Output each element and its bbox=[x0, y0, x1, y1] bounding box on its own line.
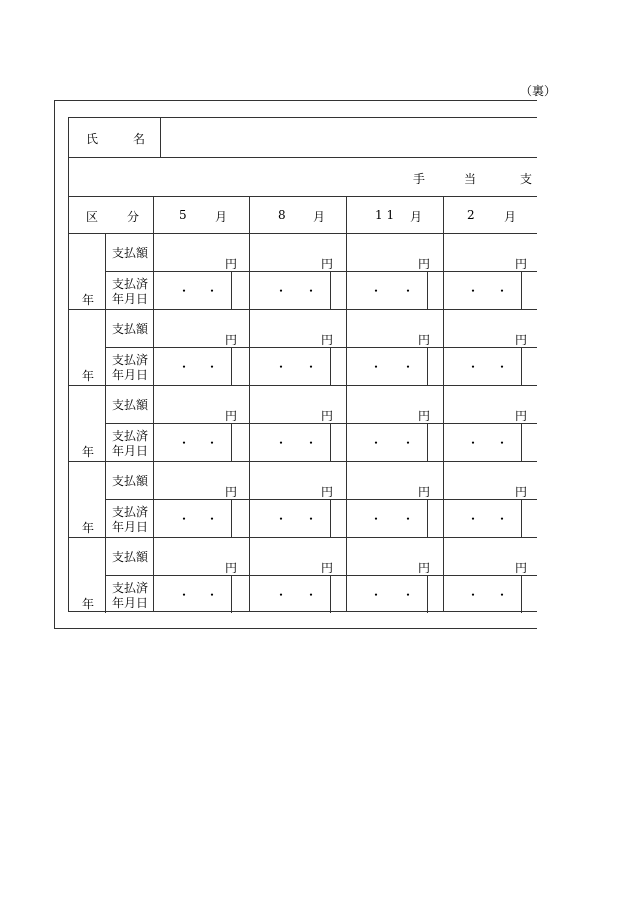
date-subdivider bbox=[521, 423, 522, 461]
date-separator-dot: ・ bbox=[275, 284, 288, 298]
date-subdivider bbox=[330, 423, 331, 461]
table-bottom-rule bbox=[68, 611, 537, 612]
yen-unit: 円 bbox=[321, 561, 334, 575]
paid-date-label-line1: 支払済 bbox=[112, 277, 149, 291]
date-separator-dot: ・ bbox=[467, 360, 480, 374]
date-separator-dot: ・ bbox=[206, 436, 219, 450]
month-number-0: 5 bbox=[179, 208, 187, 222]
yen-unit: 円 bbox=[321, 409, 334, 423]
date-separator-dot: ・ bbox=[305, 512, 318, 526]
date-subdivider bbox=[330, 347, 331, 385]
month-column-rule bbox=[153, 196, 154, 612]
date-subdivider bbox=[427, 575, 428, 613]
date-separator-dot: ・ bbox=[370, 436, 383, 450]
name-label-2: 名 bbox=[133, 132, 146, 146]
yen-unit: 円 bbox=[225, 333, 238, 347]
month-number-1: 8 bbox=[278, 208, 286, 222]
yen-unit: 円 bbox=[418, 333, 431, 347]
date-separator-dot: ・ bbox=[275, 512, 288, 526]
date-separator-dot: ・ bbox=[496, 360, 509, 374]
year-label: 年 bbox=[82, 369, 95, 383]
amount-label: 支払額 bbox=[112, 474, 149, 488]
amount-label: 支払額 bbox=[112, 322, 149, 336]
month-unit-1: 月 bbox=[313, 210, 326, 224]
date-separator-dot: ・ bbox=[402, 284, 415, 298]
date-subdivider bbox=[427, 271, 428, 309]
date-subdivider bbox=[521, 347, 522, 385]
title-row-bottom bbox=[68, 196, 537, 197]
paid-date-label-line2: 年月日 bbox=[112, 520, 149, 534]
paid-date-label-line2: 年月日 bbox=[112, 596, 149, 610]
date-separator-dot: ・ bbox=[178, 284, 191, 298]
date-subdivider bbox=[330, 575, 331, 613]
date-separator-dot: ・ bbox=[496, 588, 509, 602]
name-label-1: 氏 bbox=[86, 132, 99, 146]
date-separator-dot: ・ bbox=[467, 436, 480, 450]
category-label-1: 区 bbox=[86, 210, 99, 224]
yen-unit: 円 bbox=[225, 561, 238, 575]
year-label: 年 bbox=[82, 521, 95, 535]
year-block-rule bbox=[68, 461, 537, 462]
amount-label: 支払額 bbox=[112, 550, 149, 564]
yen-unit: 円 bbox=[418, 561, 431, 575]
date-subdivider bbox=[521, 499, 522, 537]
yen-unit: 円 bbox=[515, 409, 528, 423]
paid-date-label-line2: 年月日 bbox=[112, 444, 149, 458]
title-char-0: 手 bbox=[413, 172, 426, 186]
date-separator-dot: ・ bbox=[275, 360, 288, 374]
date-subdivider bbox=[427, 499, 428, 537]
title-char-1: 当 bbox=[464, 172, 477, 186]
yen-unit: 円 bbox=[515, 333, 528, 347]
date-separator-dot: ・ bbox=[496, 284, 509, 298]
date-separator-dot: ・ bbox=[402, 436, 415, 450]
date-subdivider bbox=[231, 271, 232, 309]
paid-date-label-line1: 支払済 bbox=[112, 353, 149, 367]
date-separator-dot: ・ bbox=[206, 360, 219, 374]
date-subdivider bbox=[231, 423, 232, 461]
category-label-2: 分 bbox=[127, 210, 140, 224]
date-separator-dot: ・ bbox=[402, 588, 415, 602]
yen-unit: 円 bbox=[225, 485, 238, 499]
yen-unit: 円 bbox=[321, 333, 334, 347]
date-separator-dot: ・ bbox=[178, 588, 191, 602]
month-number-3: 2 bbox=[467, 208, 475, 222]
month-column-rule bbox=[249, 196, 250, 612]
date-separator-dot: ・ bbox=[206, 588, 219, 602]
date-separator-dot: ・ bbox=[178, 436, 191, 450]
yen-unit: 円 bbox=[321, 257, 334, 271]
date-separator-dot: ・ bbox=[275, 588, 288, 602]
year-block-rule bbox=[68, 385, 537, 386]
date-subdivider bbox=[427, 423, 428, 461]
year-block-rule bbox=[68, 537, 537, 538]
date-subdivider bbox=[330, 271, 331, 309]
date-separator-dot: ・ bbox=[305, 284, 318, 298]
back-side-label: （裏） bbox=[520, 84, 557, 98]
date-separator-dot: ・ bbox=[467, 284, 480, 298]
date-separator-dot: ・ bbox=[206, 284, 219, 298]
date-separator-dot: ・ bbox=[496, 436, 509, 450]
yen-unit: 円 bbox=[515, 257, 528, 271]
paid-date-label-line2: 年月日 bbox=[112, 292, 149, 306]
yen-unit: 円 bbox=[515, 485, 528, 499]
date-separator-dot: ・ bbox=[402, 512, 415, 526]
date-separator-dot: ・ bbox=[305, 360, 318, 374]
paid-date-label-line1: 支払済 bbox=[112, 581, 149, 595]
date-subdivider bbox=[330, 499, 331, 537]
date-separator-dot: ・ bbox=[206, 512, 219, 526]
date-subdivider bbox=[521, 575, 522, 613]
title-char-2: 支 bbox=[520, 172, 533, 186]
yen-unit: 円 bbox=[321, 485, 334, 499]
date-separator-dot: ・ bbox=[305, 588, 318, 602]
month-column-rule bbox=[443, 196, 444, 612]
date-separator-dot: ・ bbox=[305, 436, 318, 450]
year-label: 年 bbox=[82, 293, 95, 307]
date-separator-dot: ・ bbox=[370, 588, 383, 602]
date-separator-dot: ・ bbox=[467, 512, 480, 526]
date-separator-dot: ・ bbox=[496, 512, 509, 526]
table-top-rule bbox=[68, 117, 537, 118]
date-separator-dot: ・ bbox=[275, 436, 288, 450]
date-separator-dot: ・ bbox=[467, 588, 480, 602]
yen-unit: 円 bbox=[418, 257, 431, 271]
year-block-rule bbox=[68, 309, 537, 310]
yen-unit: 円 bbox=[418, 409, 431, 423]
amount-label: 支払額 bbox=[112, 246, 149, 260]
paid-date-label-line1: 支払済 bbox=[112, 505, 149, 519]
date-separator-dot: ・ bbox=[370, 360, 383, 374]
month-unit-2: 月 bbox=[410, 210, 423, 224]
year-label: 年 bbox=[82, 445, 95, 459]
yen-unit: 円 bbox=[418, 485, 431, 499]
paid-date-label-line2: 年月日 bbox=[112, 368, 149, 382]
name-row-bottom bbox=[68, 157, 537, 158]
name-divider bbox=[160, 117, 161, 157]
amount-label: 支払額 bbox=[112, 398, 149, 412]
date-separator-dot: ・ bbox=[370, 284, 383, 298]
date-separator-dot: ・ bbox=[178, 512, 191, 526]
date-separator-dot: ・ bbox=[178, 360, 191, 374]
yen-unit: 円 bbox=[515, 561, 528, 575]
date-separator-dot: ・ bbox=[402, 360, 415, 374]
yen-unit: 円 bbox=[225, 409, 238, 423]
date-subdivider bbox=[231, 575, 232, 613]
paid-date-label-line1: 支払済 bbox=[112, 429, 149, 443]
month-column-rule bbox=[346, 196, 347, 612]
month-unit-3: 月 bbox=[504, 210, 517, 224]
date-subdivider bbox=[231, 347, 232, 385]
date-subdivider bbox=[521, 271, 522, 309]
year-label: 年 bbox=[82, 597, 95, 611]
date-subdivider bbox=[427, 347, 428, 385]
month-unit-0: 月 bbox=[215, 210, 228, 224]
date-separator-dot: ・ bbox=[370, 512, 383, 526]
yen-unit: 円 bbox=[225, 257, 238, 271]
month-number-2: 1 1 bbox=[375, 208, 395, 222]
header-row-bottom bbox=[68, 233, 537, 234]
date-subdivider bbox=[231, 499, 232, 537]
